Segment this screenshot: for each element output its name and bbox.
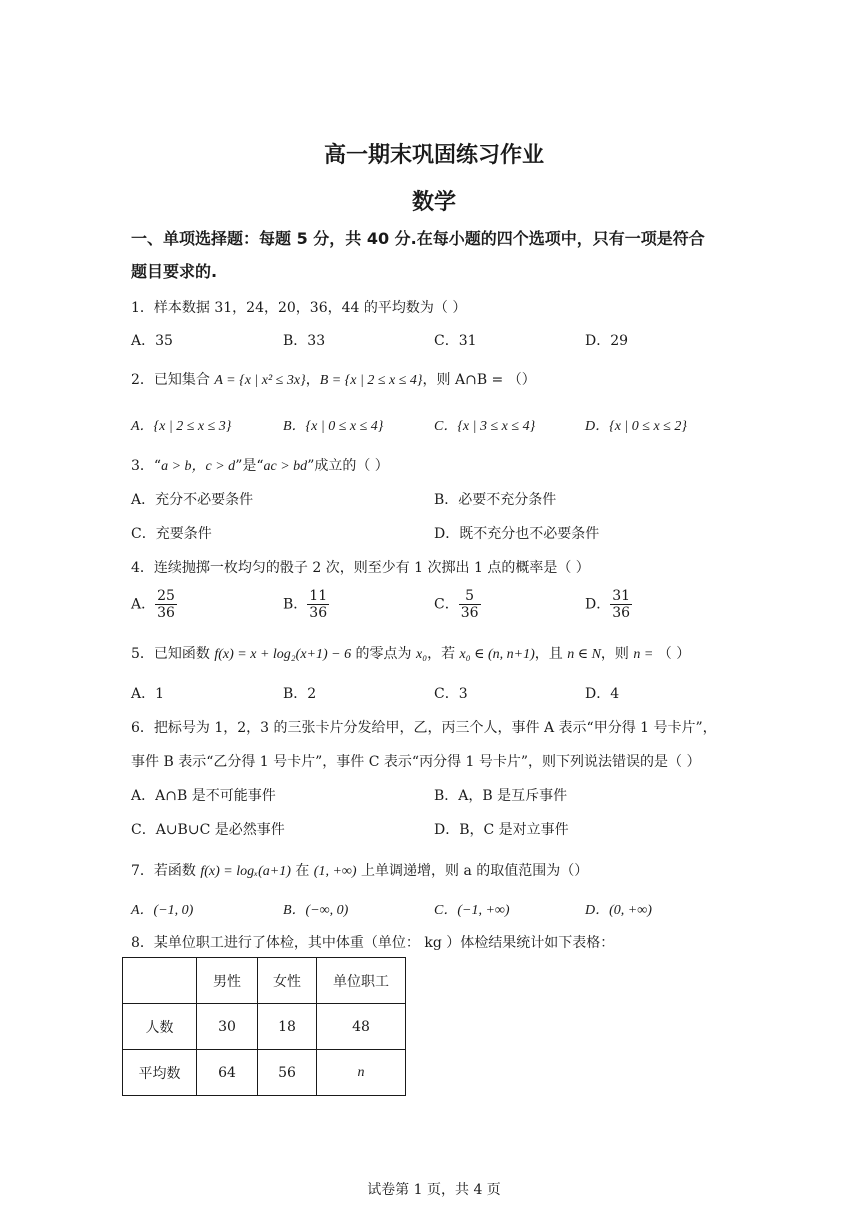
table-cell: 30: [197, 1004, 258, 1050]
q6-option-a: A．A∩B 是不可能事件: [131, 788, 276, 804]
q4-option-a-label: A．: [131, 596, 156, 613]
q4-option-b-numerator: 11: [309, 588, 328, 604]
q3-option-d: D．既不充分也不必要条件: [434, 526, 600, 542]
q7-option-d: D．(0, +∞): [585, 903, 652, 918]
q4-option-c-label: C．: [434, 596, 459, 613]
q3-option-c: C．充要条件: [131, 526, 212, 542]
q2-stem-part-a: 2．已知集合: [131, 372, 215, 388]
table-cell: 64: [197, 1050, 258, 1096]
q2-set-b: B = {x | 2 ≤ x ≤ 4}: [319, 373, 423, 388]
section-heading-line1: 一、单项选择题：每题 5 分，共 40 分.在每小题的四个选项中，只有一项是符合: [131, 229, 705, 248]
q2-option-b: B．{x | 0 ≤ x ≤ 4}: [283, 419, 384, 434]
table-cell: 18: [258, 1004, 317, 1050]
q2-option-a: A．{x | 2 ≤ x ≤ 3}: [131, 419, 232, 434]
table-header-cell: [123, 958, 197, 1004]
q4-option-c: [434, 588, 481, 621]
q4-option-b: [283, 588, 329, 621]
q3-conclusion: ac > bd: [263, 459, 308, 474]
q4-option-d-numerator: 31: [612, 588, 631, 604]
q4-option-c-denominator: 36: [460, 605, 479, 621]
q2-option-d: D．{x | 0 ≤ x ≤ 2}: [585, 419, 687, 434]
question-1-stem: 1．样本数据 31，24，20，36，44 的平均数为（ ）: [131, 300, 467, 316]
q3-stem-part-a: 3．“: [131, 458, 162, 474]
q4-option-a-fraction: [155, 588, 177, 621]
q2-option-c: C．{x | 3 ≤ x ≤ 4}: [434, 419, 536, 434]
q4-option-d-denominator: 36: [612, 605, 631, 621]
table-cell: 人数: [123, 1004, 197, 1050]
q1-option-d: D．29: [585, 333, 629, 349]
table-header-row: [123, 958, 406, 1004]
question-2-stem: [131, 369, 536, 389]
table-cell: n: [317, 1050, 406, 1096]
q7-interval: (1, +∞): [313, 864, 357, 879]
question-6-line1: 6．把标号为 1，2，3 的三张卡片分发给甲，乙，丙三个人，事件 A 表示“甲分得 1 号卡片”，: [131, 720, 717, 736]
q2-stem-part-e: ，则 A∩B = （）: [422, 372, 536, 388]
q4-option-c-numerator: 5: [459, 588, 481, 605]
q4-option-d-label: D．: [585, 596, 611, 613]
q4-option-b-denominator: 36: [309, 605, 328, 621]
q5-part-i: ，则: [600, 646, 634, 662]
table-row: [123, 1050, 406, 1096]
q7-part-a: 7．若函数: [131, 863, 201, 879]
table-cell: 56: [258, 1050, 317, 1096]
q6-option-b: B．A，B 是互斥事件: [434, 788, 568, 804]
question-8-stem: 8．某单位职工进行了体检，其中体重（单位： kg ）体检结果统计如下表格：: [131, 935, 615, 951]
q5-n: n =: [633, 647, 654, 662]
q5-part-e: ，若: [427, 646, 460, 662]
question-6-line2: 事件 B 表示“乙分得 1 号卡片”，事件 C 表示“丙分得 1 号卡片”，则下列说法错误的是（ ）: [131, 754, 701, 770]
q7-option-a: A．(−1, 0): [131, 903, 194, 918]
q5-function: f(x) = x + log₂(x+1) − 6: [214, 647, 352, 662]
q7-part-e: 上单调递增，则 a 的取值范围为（）: [356, 863, 589, 879]
q4-option-a-denominator: 36: [157, 605, 175, 621]
q5-part-c: 的零点为: [351, 646, 416, 662]
page-footer: 试卷第 1 页，共 4 页: [367, 1182, 501, 1198]
page-title: 高一期末巩固练习作业: [323, 143, 544, 168]
subject-title: 数学: [411, 190, 456, 215]
q7-option-c: C．(−1, +∞): [434, 903, 510, 918]
q5-zero: x₀: [416, 647, 428, 662]
q2-set-a: A = {x | x² ≤ 3x}: [214, 373, 306, 388]
q5-option-a: A．1: [131, 686, 165, 702]
q3-stem-part-e: ”成立的（ ）: [307, 458, 389, 474]
q4-option-b-fraction: [307, 588, 329, 621]
table-header-cell: 单位职工: [317, 958, 406, 1004]
q6-option-d: D．B，C 是对立事件: [434, 822, 569, 838]
q5-part-a: 5．已知函数: [131, 646, 215, 662]
q5-option-d: D．4: [585, 686, 620, 702]
q4-option-d: [585, 588, 632, 621]
q5-n-natural: n ∈ N: [567, 647, 601, 662]
q3-option-a: A．充分不必要条件: [131, 492, 254, 508]
q1-option-a: A．35: [131, 333, 173, 349]
question-5-stem: [131, 643, 690, 663]
table-cell: 平均数: [123, 1050, 197, 1096]
q6-option-c: C．A∪B∪C 是必然事件: [131, 822, 285, 838]
question-4-stem: 4．连续抛掷一枚均匀的骰子 2 次，则至少有 1 次掷出 1 点的概率是（ ）: [131, 560, 590, 576]
section-heading-line2: 题目要求的.: [131, 262, 218, 281]
q4-option-a: [131, 588, 177, 621]
q4-option-d-fraction: [610, 588, 632, 621]
weight-stats-table: [122, 957, 406, 1096]
q7-part-c: 在: [290, 863, 314, 879]
q2-stem-part-c: ，: [305, 372, 320, 388]
q5-option-b: B．2: [283, 686, 317, 702]
q3-stem-part-c: ”是“: [235, 458, 264, 474]
q4-option-b-label: B．: [283, 596, 308, 613]
table-header-cell: 女性: [258, 958, 317, 1004]
q3-condition: a > b，c > d: [161, 459, 236, 474]
q5-interval: x₀ ∈ (n, n+1): [459, 647, 535, 662]
q3-option-b: B．必要不充分条件: [434, 492, 557, 508]
table-cell: 48: [317, 1004, 406, 1050]
table-header-cell: 男性: [197, 958, 258, 1004]
q5-option-c: C．3: [434, 686, 468, 702]
q4-option-c-fraction: [459, 588, 481, 621]
q5-part-k: （ ）: [653, 646, 691, 662]
question-7-stem: [131, 860, 588, 880]
question-3-stem: [131, 455, 389, 475]
q1-option-b: B．33: [283, 333, 326, 349]
q1-option-c: C．31: [434, 333, 477, 349]
q7-option-b: B．(−∞, 0): [283, 903, 349, 918]
q4-option-a-numerator: 25: [157, 588, 175, 604]
q7-function: f(x) = logₓ(a+1): [200, 864, 291, 879]
table-row: [123, 1004, 406, 1050]
q5-part-g: ，且: [534, 646, 568, 662]
